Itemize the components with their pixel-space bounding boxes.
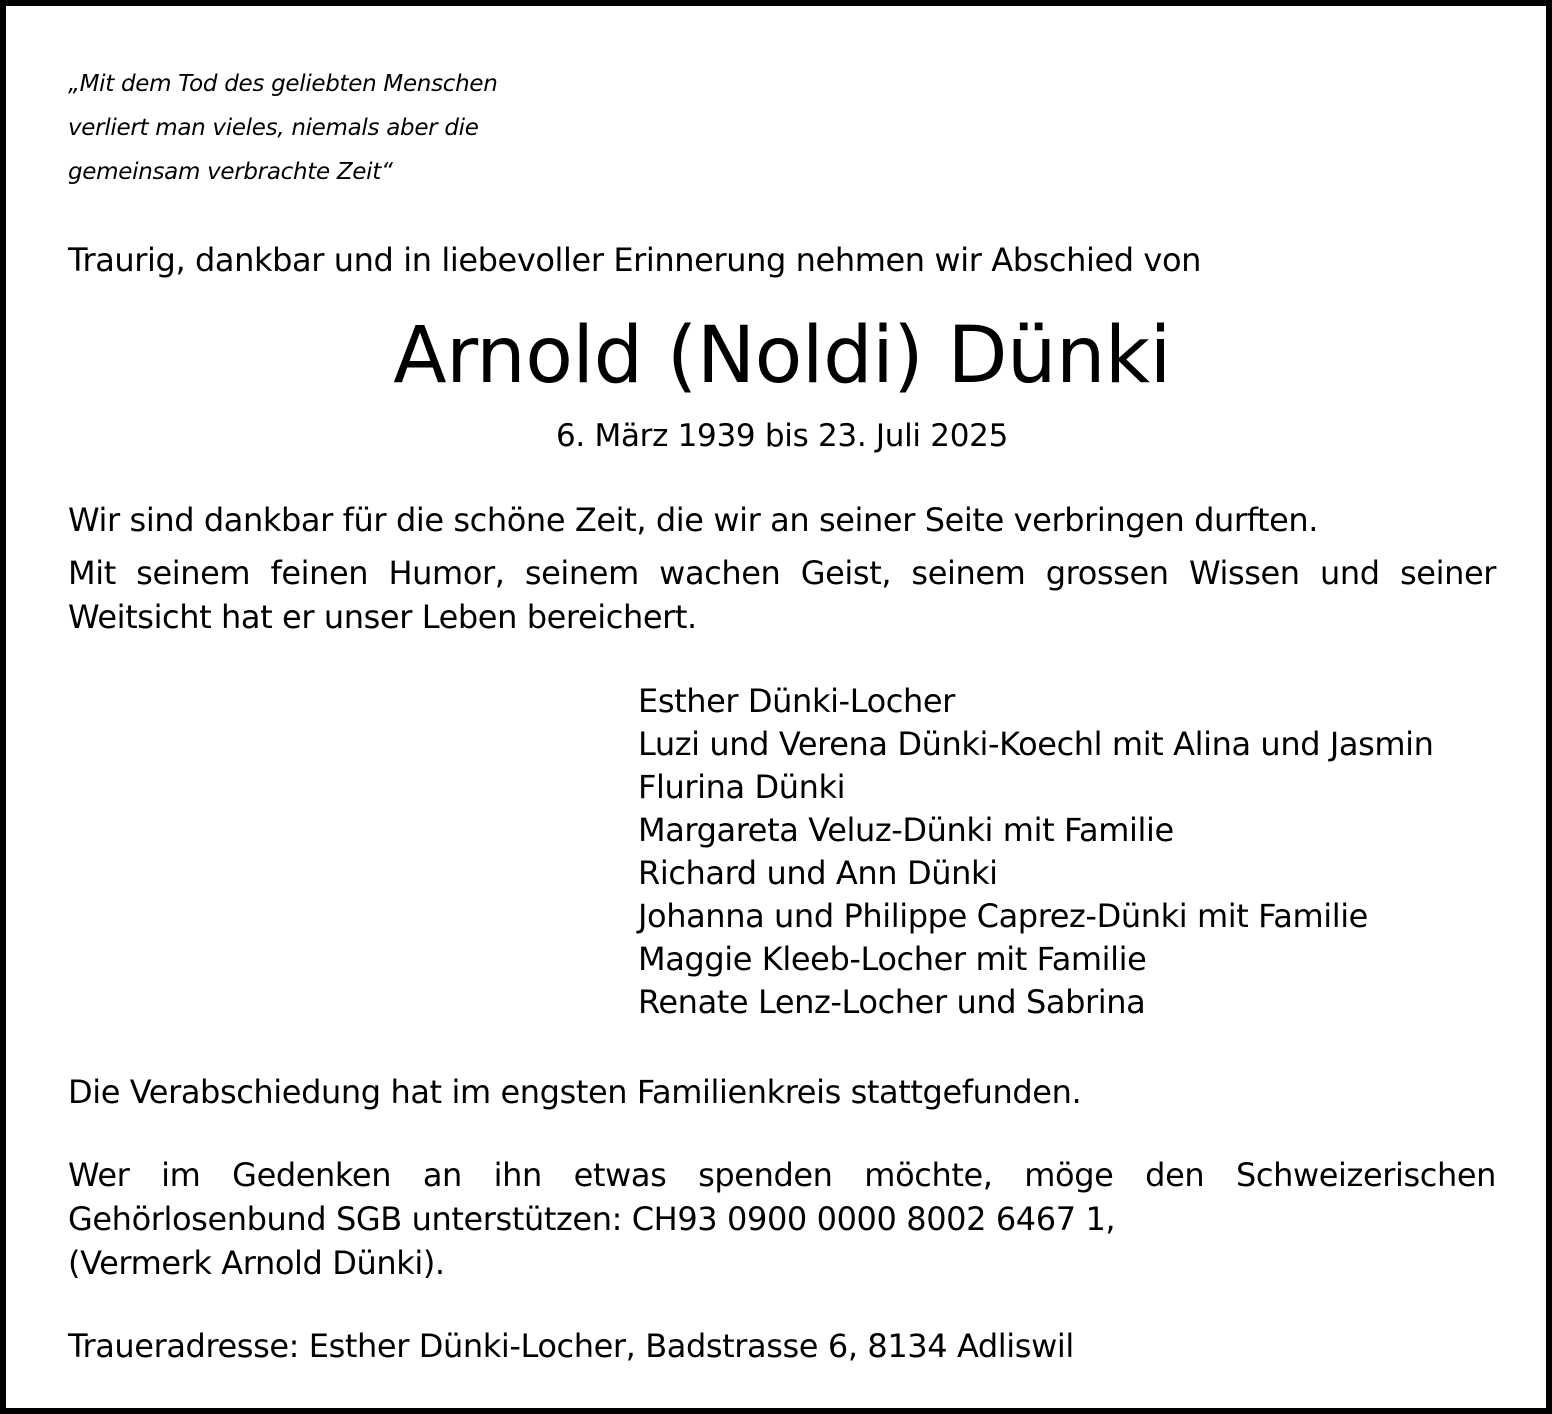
mourners-list bbox=[638, 680, 1434, 1024]
mourner-entry: Esther Dünki-Locher bbox=[638, 682, 955, 720]
mourner-entry: Flurina Dünki bbox=[638, 768, 846, 806]
donation-line: Wer im Gedenken an ihn etwas spenden möchte, möge den Schweizerischen bbox=[68, 1156, 1496, 1194]
mourner-entry: Johanna und Philippe Caprez-Dünki mit Familie bbox=[638, 897, 1368, 935]
farewell-paragraph: Die Verabschiedung hat im engsten Familienkreis stattgefunden. bbox=[68, 1073, 1082, 1111]
donation-line: (Vermerk Arnold Dünki). bbox=[68, 1244, 445, 1282]
mourner-entry: Margareta Veluz-Dünki mit Familie bbox=[638, 811, 1174, 849]
donation-line: Gehörlosenbund SGB unterstützen: CH93 0900 0000 8002 6467 1, bbox=[68, 1200, 1116, 1238]
mourner-entry: Renate Lenz-Locher und Sabrina bbox=[638, 983, 1146, 1021]
mourning-address: Traueradresse: Esther Dünki-Locher, Badstrasse 6, 8134 Adliswil bbox=[68, 1327, 1074, 1365]
thanks-paragraph: Wir sind dankbar für die schöne Zeit, die wir an seiner Seite verbringen durften. bbox=[68, 501, 1319, 539]
motto-line: gemeinsam verbrachte Zeit“ bbox=[68, 159, 393, 185]
motto-line: „Mit dem Tod des geliebten Menschen bbox=[68, 71, 498, 97]
motto-line: verliert man vieles, niemals aber die bbox=[68, 115, 479, 141]
donation-paragraph bbox=[68, 1153, 1496, 1285]
mourner-entry: Luzi und Verena Dünki-Koechl mit Alina und Jasmin bbox=[638, 725, 1434, 763]
mourner-entry: Richard und Ann Dünki bbox=[638, 854, 998, 892]
intro-text: Traurig, dankbar und in liebevoller Erinnerung nehmen wir Abschied von bbox=[68, 241, 1202, 279]
life-dates: 6. März 1939 bis 23. Juli 2025 bbox=[555, 418, 1008, 454]
mourner-entry: Maggie Kleeb-Locher mit Familie bbox=[638, 940, 1147, 978]
humor-paragraph: Mit seinem feinen Humor, seinem wachen Geist, seinem grossen Wissen und seiner Weitsicht hat er unser Leben bereichert. bbox=[68, 554, 1496, 636]
deceased-name: Arnold (Noldi) Dünki bbox=[393, 311, 1171, 401]
motto-quote bbox=[68, 62, 498, 194]
